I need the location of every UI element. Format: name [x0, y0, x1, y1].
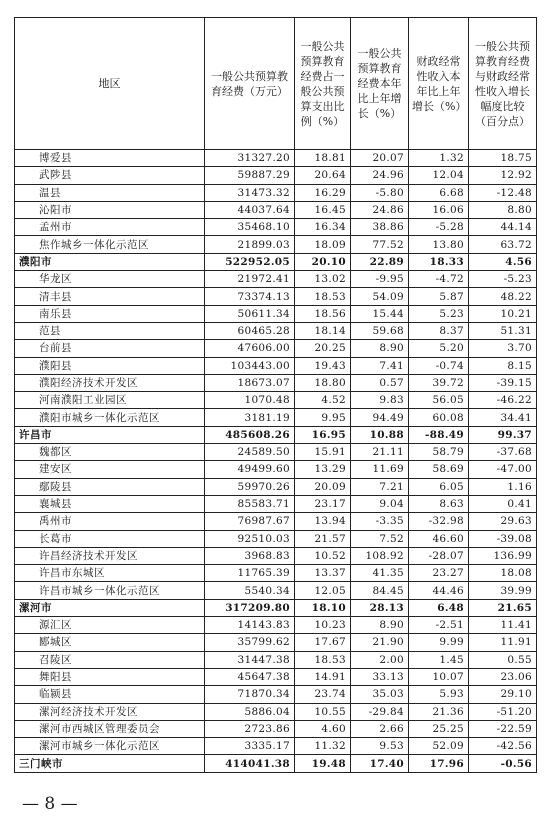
cell-revenue-growth: -4.72 — [409, 271, 469, 288]
table-row-city — [15, 599, 537, 616]
cell-budget-growth: 35.03 — [351, 686, 409, 703]
cell-region: 武陟县 — [15, 167, 205, 184]
cell-revenue-growth: 46.60 — [409, 530, 469, 547]
cell-education-budget: 31447.38 — [205, 651, 295, 668]
statistics-table-container — [14, 17, 536, 773]
cell-education-budget: 317209.80 — [205, 599, 295, 616]
cell-revenue-growth: 1.32 — [409, 150, 469, 167]
cell-region: 台前县 — [15, 340, 205, 357]
cell-region: 召陵区 — [15, 651, 205, 668]
cell-region: 建安区 — [15, 461, 205, 478]
cell-budget-growth: 21.90 — [351, 634, 409, 651]
cell-budget-share: 4.52 — [295, 392, 351, 409]
table-row — [15, 219, 537, 236]
table-row — [15, 305, 537, 322]
table-row — [15, 530, 537, 547]
cell-budget-growth: 8.90 — [351, 617, 409, 634]
cell-budget-share: 18.81 — [295, 150, 351, 167]
cell-revenue-growth: 16.06 — [409, 201, 469, 218]
cell-revenue-growth: 58.69 — [409, 461, 469, 478]
cell-budget-share: 11.32 — [295, 738, 351, 755]
cell-education-budget: 85583.71 — [205, 495, 295, 512]
header-revenue-growth: 财政经常性收入本年比上年增长（%） — [409, 18, 469, 150]
cell-education-budget: 3335.17 — [205, 738, 295, 755]
cell-growth-comparison: 12.92 — [469, 167, 537, 184]
table-body — [15, 150, 537, 773]
cell-growth-comparison: -37.68 — [469, 444, 537, 461]
cell-region: 禹州市 — [15, 513, 205, 530]
cell-revenue-growth: 5.93 — [409, 686, 469, 703]
cell-revenue-growth: 9.99 — [409, 634, 469, 651]
cell-region: 濮阳县 — [15, 357, 205, 374]
cell-growth-comparison: 8.15 — [469, 357, 537, 374]
cell-education-budget: 21899.03 — [205, 236, 295, 253]
cell-growth-comparison: -51.20 — [469, 703, 537, 720]
cell-growth-comparison: -47.00 — [469, 461, 537, 478]
cell-revenue-growth: 58.79 — [409, 444, 469, 461]
cell-budget-growth: 9.53 — [351, 738, 409, 755]
cell-revenue-growth: 60.08 — [409, 409, 469, 426]
cell-revenue-growth: -88.49 — [409, 426, 469, 443]
cell-region: 河南濮阳工业园区 — [15, 392, 205, 409]
cell-revenue-growth: 8.37 — [409, 322, 469, 339]
cell-budget-growth: 7.21 — [351, 478, 409, 495]
cell-education-budget: 5540.34 — [205, 582, 295, 599]
cell-budget-growth: 10.88 — [351, 426, 409, 443]
cell-growth-comparison: 18.08 — [469, 565, 537, 582]
cell-region: 许昌市 — [15, 426, 205, 443]
cell-growth-comparison: -39.15 — [469, 374, 537, 391]
cell-budget-share: 23.17 — [295, 495, 351, 512]
table-row — [15, 271, 537, 288]
cell-budget-growth: 2.00 — [351, 651, 409, 668]
table-row — [15, 686, 537, 703]
cell-growth-comparison: 63.72 — [469, 236, 537, 253]
cell-growth-comparison: 34.41 — [469, 409, 537, 426]
cell-region: 漯河经济技术开发区 — [15, 703, 205, 720]
header-budget-share: 一般公共预算教育经费占一般公共预算支出比例（%） — [295, 18, 351, 150]
cell-budget-growth: 9.83 — [351, 392, 409, 409]
cell-budget-share: 13.02 — [295, 271, 351, 288]
cell-growth-comparison: 39.99 — [469, 582, 537, 599]
cell-education-budget: 45647.38 — [205, 668, 295, 685]
cell-budget-share: 10.55 — [295, 703, 351, 720]
table-row — [15, 478, 537, 495]
cell-growth-comparison: 23.06 — [469, 668, 537, 685]
header-education-budget: 一般公共预算教育经费（万元） — [205, 18, 295, 150]
cell-budget-share: 18.80 — [295, 374, 351, 391]
cell-budget-share: 19.43 — [295, 357, 351, 374]
cell-region: 孟州市 — [15, 219, 205, 236]
table-row — [15, 236, 537, 253]
cell-budget-share: 10.52 — [295, 547, 351, 564]
cell-region: 濮阳市 — [15, 253, 205, 270]
table-row — [15, 668, 537, 685]
cell-budget-share: 18.09 — [295, 236, 351, 253]
cell-region: 长葛市 — [15, 530, 205, 547]
cell-budget-share: 13.94 — [295, 513, 351, 530]
table-row — [15, 547, 537, 564]
cell-region: 郾城区 — [15, 634, 205, 651]
cell-budget-growth: 11.69 — [351, 461, 409, 478]
cell-revenue-growth: -5.28 — [409, 219, 469, 236]
cell-growth-comparison: 0.55 — [469, 651, 537, 668]
cell-education-budget: 2723.86 — [205, 720, 295, 737]
cell-growth-comparison: 4.56 — [469, 253, 537, 270]
cell-growth-comparison: 3.70 — [469, 340, 537, 357]
cell-education-budget: 49499.60 — [205, 461, 295, 478]
cell-budget-growth: -3.35 — [351, 513, 409, 530]
cell-budget-growth: -9.95 — [351, 271, 409, 288]
cell-education-budget: 71870.34 — [205, 686, 295, 703]
cell-budget-growth: 17.40 — [351, 755, 409, 772]
cell-budget-share: 20.64 — [295, 167, 351, 184]
cell-budget-growth: 7.41 — [351, 357, 409, 374]
cell-budget-growth: 84.45 — [351, 582, 409, 599]
cell-budget-growth: 28.13 — [351, 599, 409, 616]
cell-budget-growth: 15.44 — [351, 305, 409, 322]
table-row-city — [15, 426, 537, 443]
cell-budget-share: 16.34 — [295, 219, 351, 236]
cell-education-budget: 3968.83 — [205, 547, 295, 564]
cell-revenue-growth: 6.68 — [409, 184, 469, 201]
table-row — [15, 167, 537, 184]
cell-education-budget: 485608.26 — [205, 426, 295, 443]
cell-budget-share: 9.95 — [295, 409, 351, 426]
cell-region: 鄢陵县 — [15, 478, 205, 495]
cell-education-budget: 24589.50 — [205, 444, 295, 461]
cell-growth-comparison: 18.75 — [469, 150, 537, 167]
cell-region: 华龙区 — [15, 271, 205, 288]
cell-region: 博爱县 — [15, 150, 205, 167]
cell-budget-growth: -5.80 — [351, 184, 409, 201]
cell-education-budget: 44037.64 — [205, 201, 295, 218]
table-row — [15, 634, 537, 651]
cell-revenue-growth: 5.20 — [409, 340, 469, 357]
cell-region: 范县 — [15, 322, 205, 339]
cell-revenue-growth: 18.33 — [409, 253, 469, 270]
cell-budget-growth: 2.66 — [351, 720, 409, 737]
cell-budget-share: 17.67 — [295, 634, 351, 651]
cell-growth-comparison: 8.80 — [469, 201, 537, 218]
cell-revenue-growth: -32.98 — [409, 513, 469, 530]
table-row — [15, 322, 537, 339]
table-row — [15, 617, 537, 634]
header-growth-comparison: 一般公共预算教育经费与财政经常性收入增长幅度比较（百分点） — [469, 18, 537, 150]
cell-growth-comparison: -46.22 — [469, 392, 537, 409]
table-row — [15, 288, 537, 305]
cell-budget-share: 18.14 — [295, 322, 351, 339]
cell-region: 清丰县 — [15, 288, 205, 305]
cell-revenue-growth: 23.27 — [409, 565, 469, 582]
cell-education-budget: 35468.10 — [205, 219, 295, 236]
table-row — [15, 495, 537, 512]
cell-region: 漯河市西城区管理委员会 — [15, 720, 205, 737]
cell-budget-growth: 24.96 — [351, 167, 409, 184]
cell-budget-growth: 54.09 — [351, 288, 409, 305]
cell-revenue-growth: 6.05 — [409, 478, 469, 495]
cell-growth-comparison: 10.21 — [469, 305, 537, 322]
cell-growth-comparison: -42.56 — [469, 738, 537, 755]
table-row — [15, 409, 537, 426]
cell-region: 襄城县 — [15, 495, 205, 512]
cell-budget-share: 23.74 — [295, 686, 351, 703]
cell-budget-growth: 41.35 — [351, 565, 409, 582]
cell-growth-comparison: 29.10 — [469, 686, 537, 703]
cell-growth-comparison: 21.65 — [469, 599, 537, 616]
cell-region: 濮阳经济技术开发区 — [15, 374, 205, 391]
cell-budget-share: 16.45 — [295, 201, 351, 218]
cell-education-budget: 59970.26 — [205, 478, 295, 495]
header-region: 地区 — [15, 18, 205, 150]
cell-revenue-growth: 25.25 — [409, 720, 469, 737]
cell-education-budget: 76987.67 — [205, 513, 295, 530]
cell-revenue-growth: 12.04 — [409, 167, 469, 184]
header-budget-growth: 一般公共预算教育经费本年比上年增长（%） — [351, 18, 409, 150]
page-number: — 8 — — [22, 794, 78, 814]
table-row — [15, 461, 537, 478]
cell-education-budget: 414041.38 — [205, 755, 295, 772]
cell-budget-share: 18.53 — [295, 651, 351, 668]
cell-region: 许昌市城乡一体化示范区 — [15, 582, 205, 599]
cell-growth-comparison: 44.14 — [469, 219, 537, 236]
cell-budget-share: 13.37 — [295, 565, 351, 582]
cell-revenue-growth: 10.07 — [409, 668, 469, 685]
cell-revenue-growth: 5.23 — [409, 305, 469, 322]
cell-education-budget: 92510.03 — [205, 530, 295, 547]
cell-budget-growth: 33.13 — [351, 668, 409, 685]
cell-budget-growth: 21.11 — [351, 444, 409, 461]
cell-budget-share: 20.10 — [295, 253, 351, 270]
cell-education-budget: 31473.32 — [205, 184, 295, 201]
cell-growth-comparison: -12.48 — [469, 184, 537, 201]
cell-education-budget: 59887.29 — [205, 167, 295, 184]
cell-education-budget: 35799.62 — [205, 634, 295, 651]
cell-growth-comparison: 0.41 — [469, 495, 537, 512]
cell-growth-comparison: 1.16 — [469, 478, 537, 495]
cell-education-budget: 14143.83 — [205, 617, 295, 634]
cell-region: 源汇区 — [15, 617, 205, 634]
cell-budget-share: 20.25 — [295, 340, 351, 357]
cell-education-budget: 3181.19 — [205, 409, 295, 426]
cell-revenue-growth: 8.63 — [409, 495, 469, 512]
cell-budget-share: 21.57 — [295, 530, 351, 547]
cell-education-budget: 522952.05 — [205, 253, 295, 270]
cell-revenue-growth: -2.51 — [409, 617, 469, 634]
cell-budget-share: 20.09 — [295, 478, 351, 495]
cell-budget-growth: 108.92 — [351, 547, 409, 564]
cell-revenue-growth: -0.74 — [409, 357, 469, 374]
cell-budget-share: 18.53 — [295, 288, 351, 305]
cell-growth-comparison: 11.41 — [469, 617, 537, 634]
cell-revenue-growth: 39.72 — [409, 374, 469, 391]
table-row — [15, 150, 537, 167]
cell-education-budget: 31327.20 — [205, 150, 295, 167]
cell-region: 许昌市东城区 — [15, 565, 205, 582]
table-header-row — [15, 18, 537, 150]
cell-revenue-growth: 13.80 — [409, 236, 469, 253]
cell-budget-share: 4.60 — [295, 720, 351, 737]
table-row — [15, 720, 537, 737]
cell-growth-comparison: 99.37 — [469, 426, 537, 443]
cell-region: 舞阳县 — [15, 668, 205, 685]
cell-budget-share: 19.48 — [295, 755, 351, 772]
table-row — [15, 738, 537, 755]
table-row — [15, 582, 537, 599]
cell-growth-comparison: 29.63 — [469, 513, 537, 530]
cell-education-budget: 5886.04 — [205, 703, 295, 720]
cell-region: 三门峡市 — [15, 755, 205, 772]
table-row — [15, 651, 537, 668]
cell-education-budget: 47606.00 — [205, 340, 295, 357]
cell-budget-growth: 7.52 — [351, 530, 409, 547]
education-funding-table — [14, 17, 537, 773]
cell-budget-growth: 24.86 — [351, 201, 409, 218]
table-row — [15, 392, 537, 409]
cell-budget-growth: 59.68 — [351, 322, 409, 339]
cell-education-budget: 11765.39 — [205, 565, 295, 582]
cell-budget-share: 14.91 — [295, 668, 351, 685]
table-row — [15, 357, 537, 374]
table-row — [15, 513, 537, 530]
cell-region: 临颍县 — [15, 686, 205, 703]
cell-education-budget: 103443.00 — [205, 357, 295, 374]
cell-region: 魏都区 — [15, 444, 205, 461]
cell-revenue-growth: -28.07 — [409, 547, 469, 564]
cell-budget-growth: 94.49 — [351, 409, 409, 426]
cell-revenue-growth: 21.36 — [409, 703, 469, 720]
cell-budget-share: 18.56 — [295, 305, 351, 322]
cell-growth-comparison: 51.31 — [469, 322, 537, 339]
cell-budget-growth: -29.84 — [351, 703, 409, 720]
table-row-city — [15, 755, 537, 772]
cell-region: 濮阳市城乡一体化示范区 — [15, 409, 205, 426]
cell-region: 温县 — [15, 184, 205, 201]
cell-budget-share: 16.95 — [295, 426, 351, 443]
cell-budget-share: 10.23 — [295, 617, 351, 634]
cell-education-budget: 50611.34 — [205, 305, 295, 322]
table-row-city — [15, 253, 537, 270]
cell-budget-share: 16.29 — [295, 184, 351, 201]
cell-education-budget: 21972.41 — [205, 271, 295, 288]
cell-budget-growth: 0.57 — [351, 374, 409, 391]
cell-region: 焦作城乡一体化示范区 — [15, 236, 205, 253]
table-row — [15, 565, 537, 582]
cell-growth-comparison: 11.91 — [469, 634, 537, 651]
cell-region: 漯河市城乡一体化示范区 — [15, 738, 205, 755]
cell-growth-comparison: 136.99 — [469, 547, 537, 564]
cell-budget-growth: 22.89 — [351, 253, 409, 270]
cell-budget-growth: 9.04 — [351, 495, 409, 512]
cell-education-budget: 73374.13 — [205, 288, 295, 305]
cell-education-budget: 18673.07 — [205, 374, 295, 391]
cell-region: 漯河市 — [15, 599, 205, 616]
cell-budget-share: 15.91 — [295, 444, 351, 461]
cell-education-budget: 1070.48 — [205, 392, 295, 409]
cell-revenue-growth: 56.05 — [409, 392, 469, 409]
cell-revenue-growth: 5.87 — [409, 288, 469, 305]
cell-growth-comparison: 48.22 — [469, 288, 537, 305]
cell-revenue-growth: 44.46 — [409, 582, 469, 599]
cell-region: 南乐县 — [15, 305, 205, 322]
cell-region: 沁阳市 — [15, 201, 205, 218]
table-row — [15, 340, 537, 357]
cell-revenue-growth: 6.48 — [409, 599, 469, 616]
cell-region: 许昌经济技术开发区 — [15, 547, 205, 564]
cell-budget-growth: 38.86 — [351, 219, 409, 236]
cell-budget-growth: 77.52 — [351, 236, 409, 253]
cell-growth-comparison: -5.23 — [469, 271, 537, 288]
cell-revenue-growth: 52.09 — [409, 738, 469, 755]
cell-budget-growth: 20.07 — [351, 150, 409, 167]
cell-budget-share: 12.05 — [295, 582, 351, 599]
table-row — [15, 184, 537, 201]
table-row — [15, 703, 537, 720]
cell-growth-comparison: -0.56 — [469, 755, 537, 772]
cell-budget-growth: 8.90 — [351, 340, 409, 357]
table-row — [15, 201, 537, 218]
cell-growth-comparison: -22.59 — [469, 720, 537, 737]
cell-education-budget: 60465.28 — [205, 322, 295, 339]
cell-growth-comparison: -39.08 — [469, 530, 537, 547]
cell-budget-share: 13.29 — [295, 461, 351, 478]
table-row — [15, 444, 537, 461]
table-row — [15, 374, 537, 391]
cell-revenue-growth: 17.96 — [409, 755, 469, 772]
cell-budget-share: 18.10 — [295, 599, 351, 616]
cell-revenue-growth: 1.45 — [409, 651, 469, 668]
